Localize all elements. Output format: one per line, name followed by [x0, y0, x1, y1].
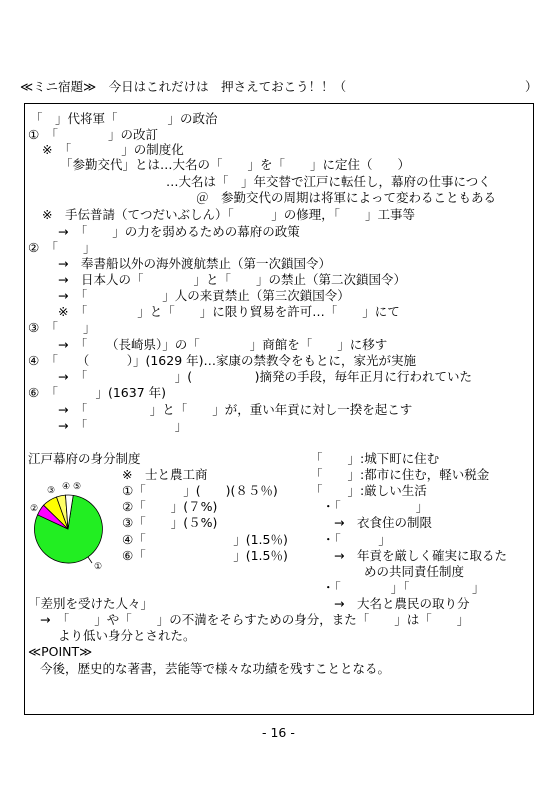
pie-label: ② [30, 503, 39, 513]
status-item: ②「 」(７%) [122, 499, 218, 514]
status-right: めの共同責任制度 [364, 564, 465, 579]
line-sankin: 「参勤交代」とは…大名の「 」を「 」に定住（ ） [60, 157, 411, 172]
line-2-c: → 「 」人の来貢禁止（第三次鎖国令） [58, 288, 350, 303]
line-6-b: → 「 」 [58, 418, 188, 433]
status-title: 江戸幕府の身分制度 [28, 451, 141, 466]
status-right: ・「 」 [322, 499, 429, 514]
line-6: ⑥ 「 」(1637 年) [28, 385, 166, 400]
discrim-title: 「差別を受けた人々」 [28, 596, 154, 611]
line-2-a: → 奉書船以外の海外渡航禁止（第一次鎖国令） [58, 256, 331, 271]
status-item: ④「 」(1.5％) [122, 532, 288, 547]
pie-label: ① [94, 561, 103, 571]
line-2: ② 「 」 [28, 240, 96, 255]
pie-label: ⑤ [73, 481, 82, 491]
pie-label: ③ [47, 485, 56, 495]
status-right: → 年貢を厳しく確実に取るた [334, 548, 507, 563]
line-3-a: → 「 （長崎県）」の「 」商館を「 」に移す [58, 337, 388, 352]
discrim-text: → 「 」や「 」の不満をそらすための身分，また「 」は「 」 [40, 612, 470, 627]
homework-header: ≪ミニ宿題≫ 今日はこれだけは 押さえておこう！！（ [20, 79, 347, 94]
line-4-a: → 「 」( )摘発の手段，毎年正月に行われていた [58, 369, 472, 384]
page-number: - 16 - [262, 725, 295, 740]
line-shogun: 「 」代将軍「 」の政治 [30, 111, 218, 126]
status-right: 「 」:城下町に住む [310, 451, 440, 466]
line-2-d: ※ 「 」と「 」に限り貿易を許可…「 」にて [58, 304, 400, 319]
status-right: → 衣食住の制限 [334, 515, 432, 530]
homework-header-close: ） [525, 79, 538, 94]
line-3: ③ 「 」 [28, 320, 96, 335]
status-right: 「 」:都市に住む，軽い税金 [310, 467, 490, 482]
status-pie-chart [30, 477, 114, 573]
line-2-b: → 日本人の「 」と「 」の禁止（第二次鎖国令） [58, 272, 406, 287]
status-right: ・「 」「 」 [322, 580, 485, 595]
line-1: ① 「 」の改訂 [28, 127, 158, 142]
point-title: ≪POINT≫ [28, 644, 93, 659]
line-sankin-3: ＠ 参勤交代の周期は将軍によって変わることもある [196, 190, 497, 205]
line-4: ④ 「 （ ）」(1629 年)…家康の禁教令をもとに，家光が実施 [28, 353, 416, 368]
pie-leader-1 [88, 557, 92, 563]
status-right: 「 」:厳しい生活 [310, 483, 427, 498]
status-sub: ※ 士と農工商 [122, 467, 208, 482]
pie-label: ④ [62, 481, 71, 491]
status-right: ・「 」 [322, 532, 391, 547]
discrim-text-2: より低い身分とされた。 [58, 628, 196, 643]
line-tetsudai: ※ 手伝普請（てつだいぶしん）「 」の修理，「 」工事等 [42, 207, 415, 222]
point-text: 今後，歴史的な著書，芸能等で様々な功績を残すこととなる。 [40, 661, 391, 676]
line-6-a: → 「 」と「 」が，重い年貢に対し一揆を起こす [58, 402, 413, 417]
status-right: → 大名と農民の取り分 [334, 596, 470, 611]
status-item: ①「 」( )(８５％) [122, 483, 278, 498]
status-item: ③「 」(５%) [122, 515, 218, 530]
line-sankin-2: …大名は「 」年交替で江戸に転任し，幕府の仕事につく [166, 174, 491, 189]
status-item: ⑥「 」(1.5％) [122, 548, 288, 563]
line-policy: → 「 」の力を弱めるための幕府の政策 [58, 224, 300, 239]
line-1-note: ※ 「 」の制度化 [42, 142, 184, 157]
